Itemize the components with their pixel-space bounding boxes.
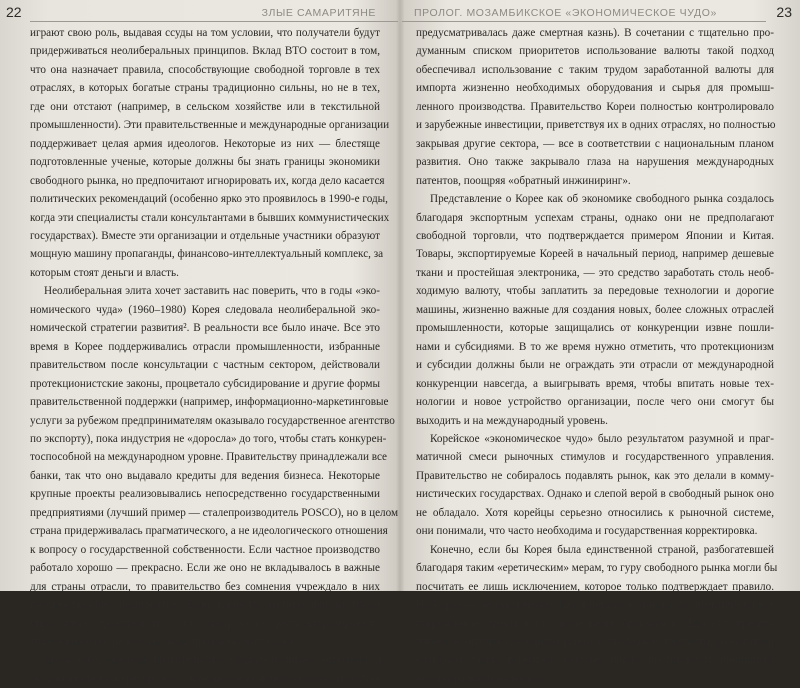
text-line: матичной смеси рыночных стимулов и государственного управления. <box>416 451 774 464</box>
text-line: ленного производства. Правительство Кореи полностью контролировало <box>416 100 774 113</box>
text-line: конкуренции навсегда, а выигрывать время, чтобы впитать новые тех- <box>416 377 774 390</box>
text-line: тоже обычно (но не всегда) снова продавало частникам. <box>30 635 297 648</box>
text-line: посчитать ее лишь исключением, которое только подтверждает правило. <box>416 580 774 593</box>
text-line: нистических государствах. Однако и слепой верой в свободный рынок оно <box>416 488 774 501</box>
text-line: патентов, поощряя «обратный инжиниринг». <box>416 174 631 187</box>
text-line: подготовленные ученые, которые должны бы знать границы экономики <box>30 156 380 169</box>
header-rule <box>402 21 766 22</box>
text-line: благодаря таким «еретическим» мерам, то гуру свободного рынка могли бы <box>416 562 778 575</box>
page-number: 23 <box>776 4 792 20</box>
left-page-body <box>30 24 399 688</box>
text-line: государствах). Вместе эти организации и отдельные участники образуют <box>30 229 380 242</box>
page-number: 22 <box>6 4 22 20</box>
text-line: Правительство не собиралось подавлять рынок, как это делали в комму- <box>416 469 774 482</box>
text-line: свободного рынка, но предпочитают игнорировать их, когда дело касается <box>30 174 385 187</box>
text-line: которым стоят деньги и власть. <box>30 266 179 279</box>
text-line: и зарубежные инвестиции, приветствуя их в одних отраслях, но полностью <box>416 119 776 132</box>
text-line: промышленности, которые защищались от конкуренции извне пошли- <box>416 322 774 335</box>
text-line: номической стратегии развития². В реальности все было иначе. Все это <box>30 322 380 335</box>
text-line: выходить и на международный уровень. <box>416 414 608 427</box>
text-line: по экспорту), пока индустрия не «доросла» до того, чтобы стать конкурен- <box>30 432 387 445</box>
text-line: политических рекомендаций (особенно ярко это проявилось в 1990-е годы, <box>30 193 388 206</box>
text-line: думанным списком приоритетов использование валюты такой подход <box>416 45 774 58</box>
text-line: предприятиями (лучший пример — сталепроизводитель POSCO), но в целом <box>30 506 399 519</box>
running-head: ЗЛЫЕ САМАРИТЯНЕ <box>261 7 376 19</box>
left-page-header <box>0 4 398 22</box>
text-line: Кроме того, корейское правительство обладало полным контролем над <box>44 654 382 667</box>
text-line: современные страны, в том числе Великобритания и США (эти предпо- <box>416 617 774 630</box>
text-line: мощную машину пропаганды, финансово-интеллектуальный комплекс, за <box>30 248 384 261</box>
text-line: протекционистские законы, процветало субсидирование и другие формы <box>30 377 380 390</box>
text-line: придерживаться неолиберальных принципов. Вклад ВТО состоит в том, <box>30 45 380 58</box>
text-line: неолиберальной экономики. <box>416 672 551 685</box>
text-line: где они отстают (например, в сельском хозяйстве или в текстильной <box>30 100 380 113</box>
right-page-body <box>416 24 778 688</box>
text-line: Товары, экспортируемые Кореей в начальный период, например дешевые <box>416 248 774 261</box>
text-line: для страны отрасли, то правительство без сомнения учреждало в них <box>30 580 380 593</box>
text-line: правительственной поддержки (например, информационно-маркетинговые <box>30 396 389 409</box>
text-line: они понимали, что часто необходима и государственная корректировка. <box>416 525 758 538</box>
text-line: свободной торговли, что подтверждается примером Японии и Китая. <box>416 229 774 242</box>
text-line: машины, жизненно важные для создания новых, более сложных отраслей <box>416 303 774 316</box>
text-line: правительством после консультации с частным сектором, действовали <box>30 359 380 372</box>
text-line: работало хорошо — прекрасно. Если же оно не вкладывалось в важные <box>30 562 380 575</box>
text-line: время в Корее поддерживались отрасли промышленности, избранные <box>30 340 380 353</box>
text-line: и субсидии должны были не ограждать эти отрасли от международной <box>416 359 774 372</box>
text-line: развития. Оно также закрывало глаза на нарушения международных <box>416 156 774 169</box>
text-line: банки, так что оно выдавало кредиты для ведения бизнеса. Некоторые <box>30 469 380 482</box>
text-line: Но Корея — не исключение. Как я покажу в этой книге, практически все <box>416 599 774 612</box>
text-line: Корейское «экономическое чудо» было результатом разумной и праг- <box>430 432 774 445</box>
right-page-header <box>402 4 800 22</box>
text-line: благодаря экспортным успехам страны, однако они не предполагают <box>416 211 774 224</box>
text-line: играют свою роль, выдавая ссуды на том условии, что получатели будут <box>30 27 380 39</box>
text-line: управлялись, правительство часто отбирало их, реструктуризировало, <box>30 617 380 630</box>
text-line: услуги за рубежом предпринимателям оказывало государственное агентство <box>30 414 395 427</box>
text-line: к вопросу о государственной собственности. Если частное производство <box>30 543 380 556</box>
running-head: ПРОЛОГ. МОЗАМБИКСКОЕ «ЭКОНОМИЧЕСКОЕ ЧУДО» <box>414 7 717 19</box>
text-line: скудным валютным ресурсом (за нарушение валютного законодательства <box>30 672 380 685</box>
header-rule <box>30 21 398 22</box>
text-line: тоспособной на международном уровне. Правительству принадлежали все <box>30 451 388 464</box>
left-page <box>0 0 399 685</box>
text-line: промышленности). Эти правительственные и международные организации <box>30 119 390 132</box>
text-line: что она назначает правила, способствующие свободной торговле в тех <box>30 63 380 76</box>
text-line: страна придерживалась прагматического, а не идеологического отношения <box>30 525 388 538</box>
text-line: лагаемые оплоты свободного рынка и свободной торговли), разбогатели <box>416 635 774 648</box>
text-line: нологии и новое устройство организации, после чего они смогут бы <box>416 396 774 409</box>
text-line: Неолиберальная элита хочет заставить нас поверить, что в годы «эко- <box>44 285 380 298</box>
right-page <box>402 0 800 685</box>
text-line: обеспечивал использование с таким трудом заработанной валюты для <box>416 63 774 76</box>
text-line: номического чуда» (1960–1980) Корея следовала неолиберальной эко- <box>30 303 380 316</box>
text-line: нами и субсидиями. В то же время нужно отметить, что протекционизм <box>416 340 774 353</box>
text-line: поддерживает целая армия идеологов. Некоторые из них — блестяще <box>30 137 380 150</box>
text-line: когда эти специалисты стали консультантами в бывших коммунистических <box>30 211 390 224</box>
text-line: крупные проекты реализовывались непосредственно государственными <box>30 488 380 501</box>
text-line: ткани и простейшая электроника, — это средство заработать столь необ- <box>416 266 774 279</box>
text-line: не обладало. Хотя корейцы серьезно относились к рыночной системе, <box>416 506 774 519</box>
text-line: благодаря таким рецептам, которые прямо противоречат принципам <box>416 654 774 667</box>
text-line: предусматривалась даже смертная казнь). В сочетании с тщательно про- <box>416 27 774 39</box>
text-line: Конечно, если бы Корея была единственной страной, разбогатевшей <box>430 543 774 556</box>
text-line: Представление о Корее как об экономике свободного рынка создалось <box>430 193 774 206</box>
text-line: отраслях, в которых богатые страны традиционно сильны, но не в тех, <box>30 82 380 95</box>
text-line: закрывая другие сектора, — все в соответствии с национальным планом <box>416 137 774 150</box>
text-line: ходимую валюту, чтобы заплатить за передовые технологии и дорогие <box>416 285 774 298</box>
text-line: государственное предприятие. Если какие-то частные фирмы плохо <box>30 599 380 612</box>
text-line: импорта жизненно необходимых оборудования и сырья для промыш- <box>416 82 774 95</box>
